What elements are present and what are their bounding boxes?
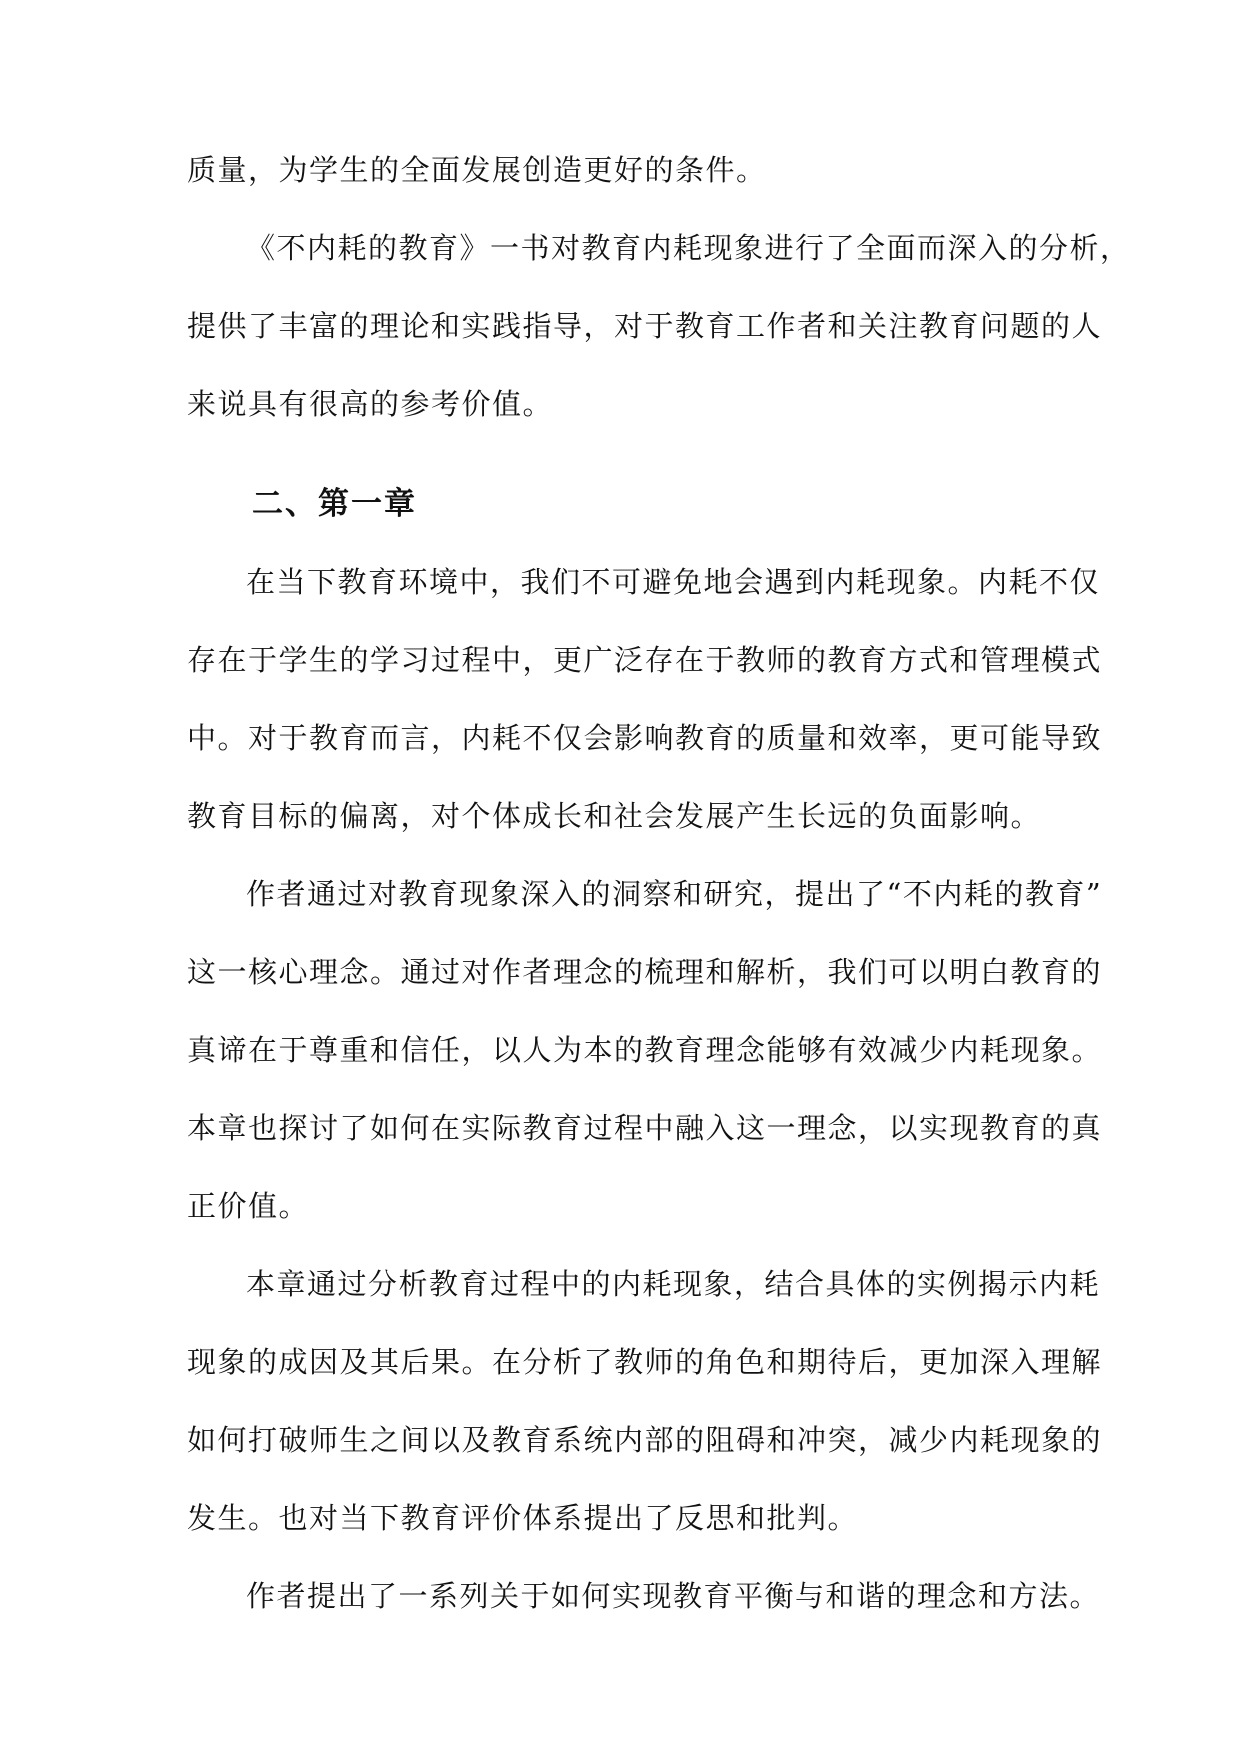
body-text-line: 如何打破师生之间以及教育系统内部的阻碍和冲突，减少内耗现象的 xyxy=(187,1423,1103,1457)
section-heading: 二、第一章 xyxy=(252,486,417,522)
body-text-line: 中。对于教育而言，内耗不仅会影响教育的质量和效率，更可能导致 xyxy=(187,721,1103,755)
body-text-line: 作者通过对教育现象深入的洞察和研究，提出了“不内耗的教育” xyxy=(246,877,1103,911)
body-text-line: 现象的成因及其后果。在分析了教师的角色和期待后，更加深入理解 xyxy=(187,1345,1103,1379)
body-text-line: 《不内耗的教育》一书对教育内耗现象进行了全面而深入的分析， xyxy=(246,231,1131,265)
body-text-line: 发生。也对当下教育评价体系提出了反思和批判。 xyxy=(187,1501,859,1535)
body-text-line: 本章通过分析教育过程中的内耗现象，结合具体的实例揭示内耗 xyxy=(246,1267,1101,1301)
body-text-line: 真谛在于尊重和信任，以人为本的教育理念能够有效减少内耗现象。 xyxy=(187,1033,1103,1067)
body-text-line: 本章也探讨了如何在实际教育过程中融入这一理念，以实现教育的真 xyxy=(187,1111,1103,1145)
body-text-line: 在当下教育环境中，我们不可避免地会遇到内耗现象。内耗不仅 xyxy=(246,565,1101,599)
body-text-line: 作者提出了一系列关于如何实现教育平衡与和谐的理念和方法。 xyxy=(246,1579,1101,1613)
body-text-line: 质量，为学生的全面发展创造更好的条件。 xyxy=(187,153,767,187)
body-text-line: 教育目标的偏离，对个体成长和社会发展产生长远的负面影响。 xyxy=(187,799,1042,833)
body-text-line: 正价值。 xyxy=(187,1189,310,1223)
body-text-line: 这一核心理念。通过对作者理念的梳理和解析，我们可以明白教育的 xyxy=(187,955,1103,989)
body-text-line: 存在于学生的学习过程中，更广泛存在于教师的教育方式和管理模式 xyxy=(187,643,1103,677)
body-text-line: 来说具有很高的参考价值。 xyxy=(187,387,554,421)
body-text-line: 提供了丰富的理论和实践指导，对于教育工作者和关注教育问题的人 xyxy=(187,309,1103,343)
